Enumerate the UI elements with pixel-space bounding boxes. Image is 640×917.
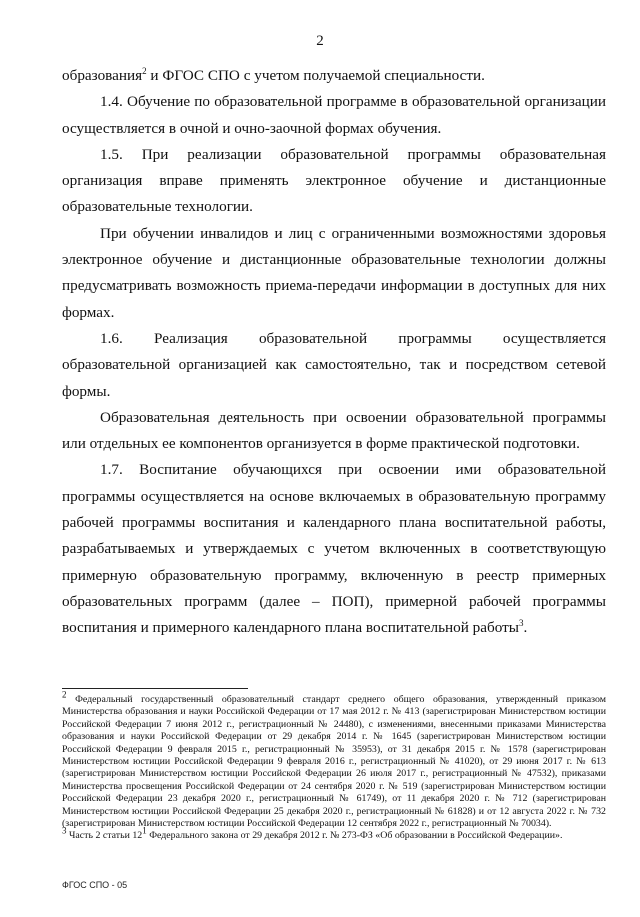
paragraph-1-5: 1.5. При реализации образовательной программы образовательная организация вправе применять электронное обучение и дистанционные образовательные технологии. [62, 145, 606, 216]
page-number: 2 [316, 33, 324, 49]
footnote-ref-2[interactable]: 2 [142, 65, 147, 76]
footnote-ref-3[interactable]: 3 [518, 618, 524, 629]
paragraph-practical-training: Образовательная деятельность при освоении образовательной программы или отдельных ее компонентов организуется в форме практической подготовки. [62, 408, 606, 453]
paragraph-1: образования$^2$ и ФГОС СПО с учетом получаемой специальности. [62, 65, 485, 84]
footnote-3: $^3$ Часть 2 статьи $12^1$ Федерального закона от 29 декабря 2012 г. № 273-ФЗ «Об образовании в Российской Федерации». [62, 826, 563, 842]
paragraph-1-7: 1.7. Воспитание обучающихся при освоении ими образовательной программы осуществляется на основе включаемых в образовательную программу рабочей программы воспитания и календарного плана воспитательной работы, разрабатываемых и утверждаемых с учетом включенных в соответствующую примерную образовательную программу, включенную в реестр примерных образовательных программ (далее – ПОП), примерной рабочей программы воспитания и примерного календарного плана воспитательной работы$^3$. [62, 461, 606, 637]
footnotes [62, 689, 606, 843]
footnote-separator [62, 688, 248, 689]
paragraph-disabilities: При обучении инвалидов и лиц с ограниченными возможностями здоровья электронное обучение и дистанционные образовательные технологии должны предусматривать возможность приема-передачи информации в доступных для них формах. [62, 224, 606, 321]
document-footer: ФГОС СПО - 05 [62, 880, 128, 890]
main-text [62, 63, 606, 642]
footnote-2: $^2$ Федеральный государственный образовательный стандарт среднего общего образования, утвержденный приказом Министерства образования и науки Российской Федерации от 17 мая 2012 г. № 413 (зарегистрирован Министерством юстиции Российской Федерации 7 июня 2012 г., регистрационный № 24480), с изменениями, внесенными приказами Министерства образования и науки Российской Федерации от 29 декабря 2014 г. № 1645 (зарегистрирован Министерством юстиции Российской Федерации 9 февраля 2015 г., регистрационный № 35953), от 31 декабря 2015 г. № 1578 (зарегистрирован Министерством юстиции Российской Федерации 9 февраля 2016 г., регистрационный № 41020), от 29 июня 2017 г. № 613 (зарегистрирован Министерством юстиции Российской Федерации 26 июля 2017 г., регистрационный № 47532), приказами Министерства просвещения Российской Федерации от 24 сентября 2020 г. № 519 (зарегистрирован Министерством юстиции Российской Федерации 23 декабря 2020 г., регистрационный № 61749), от 11 декабря 2020 г. № 712 (зарегистрирован Министерством юстиции Российской Федерации 25 декабря 2020 г., регистрационный № 61828) и от 12 августа 2022 г. № 732 (зарегистрирован Министерством юстиции Российской Федерации 12 сентября 2022 г., регистрационный № 70034). [62, 689, 606, 830]
paragraph-1-4: 1.4. Обучение по образовательной программе в образовательной организации осуществляется в очной и очно-заочной формах обучения. [62, 93, 606, 137]
paragraph-1-6: 1.6. Реализация образовательной программы осуществляется образовательной организацией как самостоятельно, так и посредством сетевой формы. [62, 329, 606, 400]
